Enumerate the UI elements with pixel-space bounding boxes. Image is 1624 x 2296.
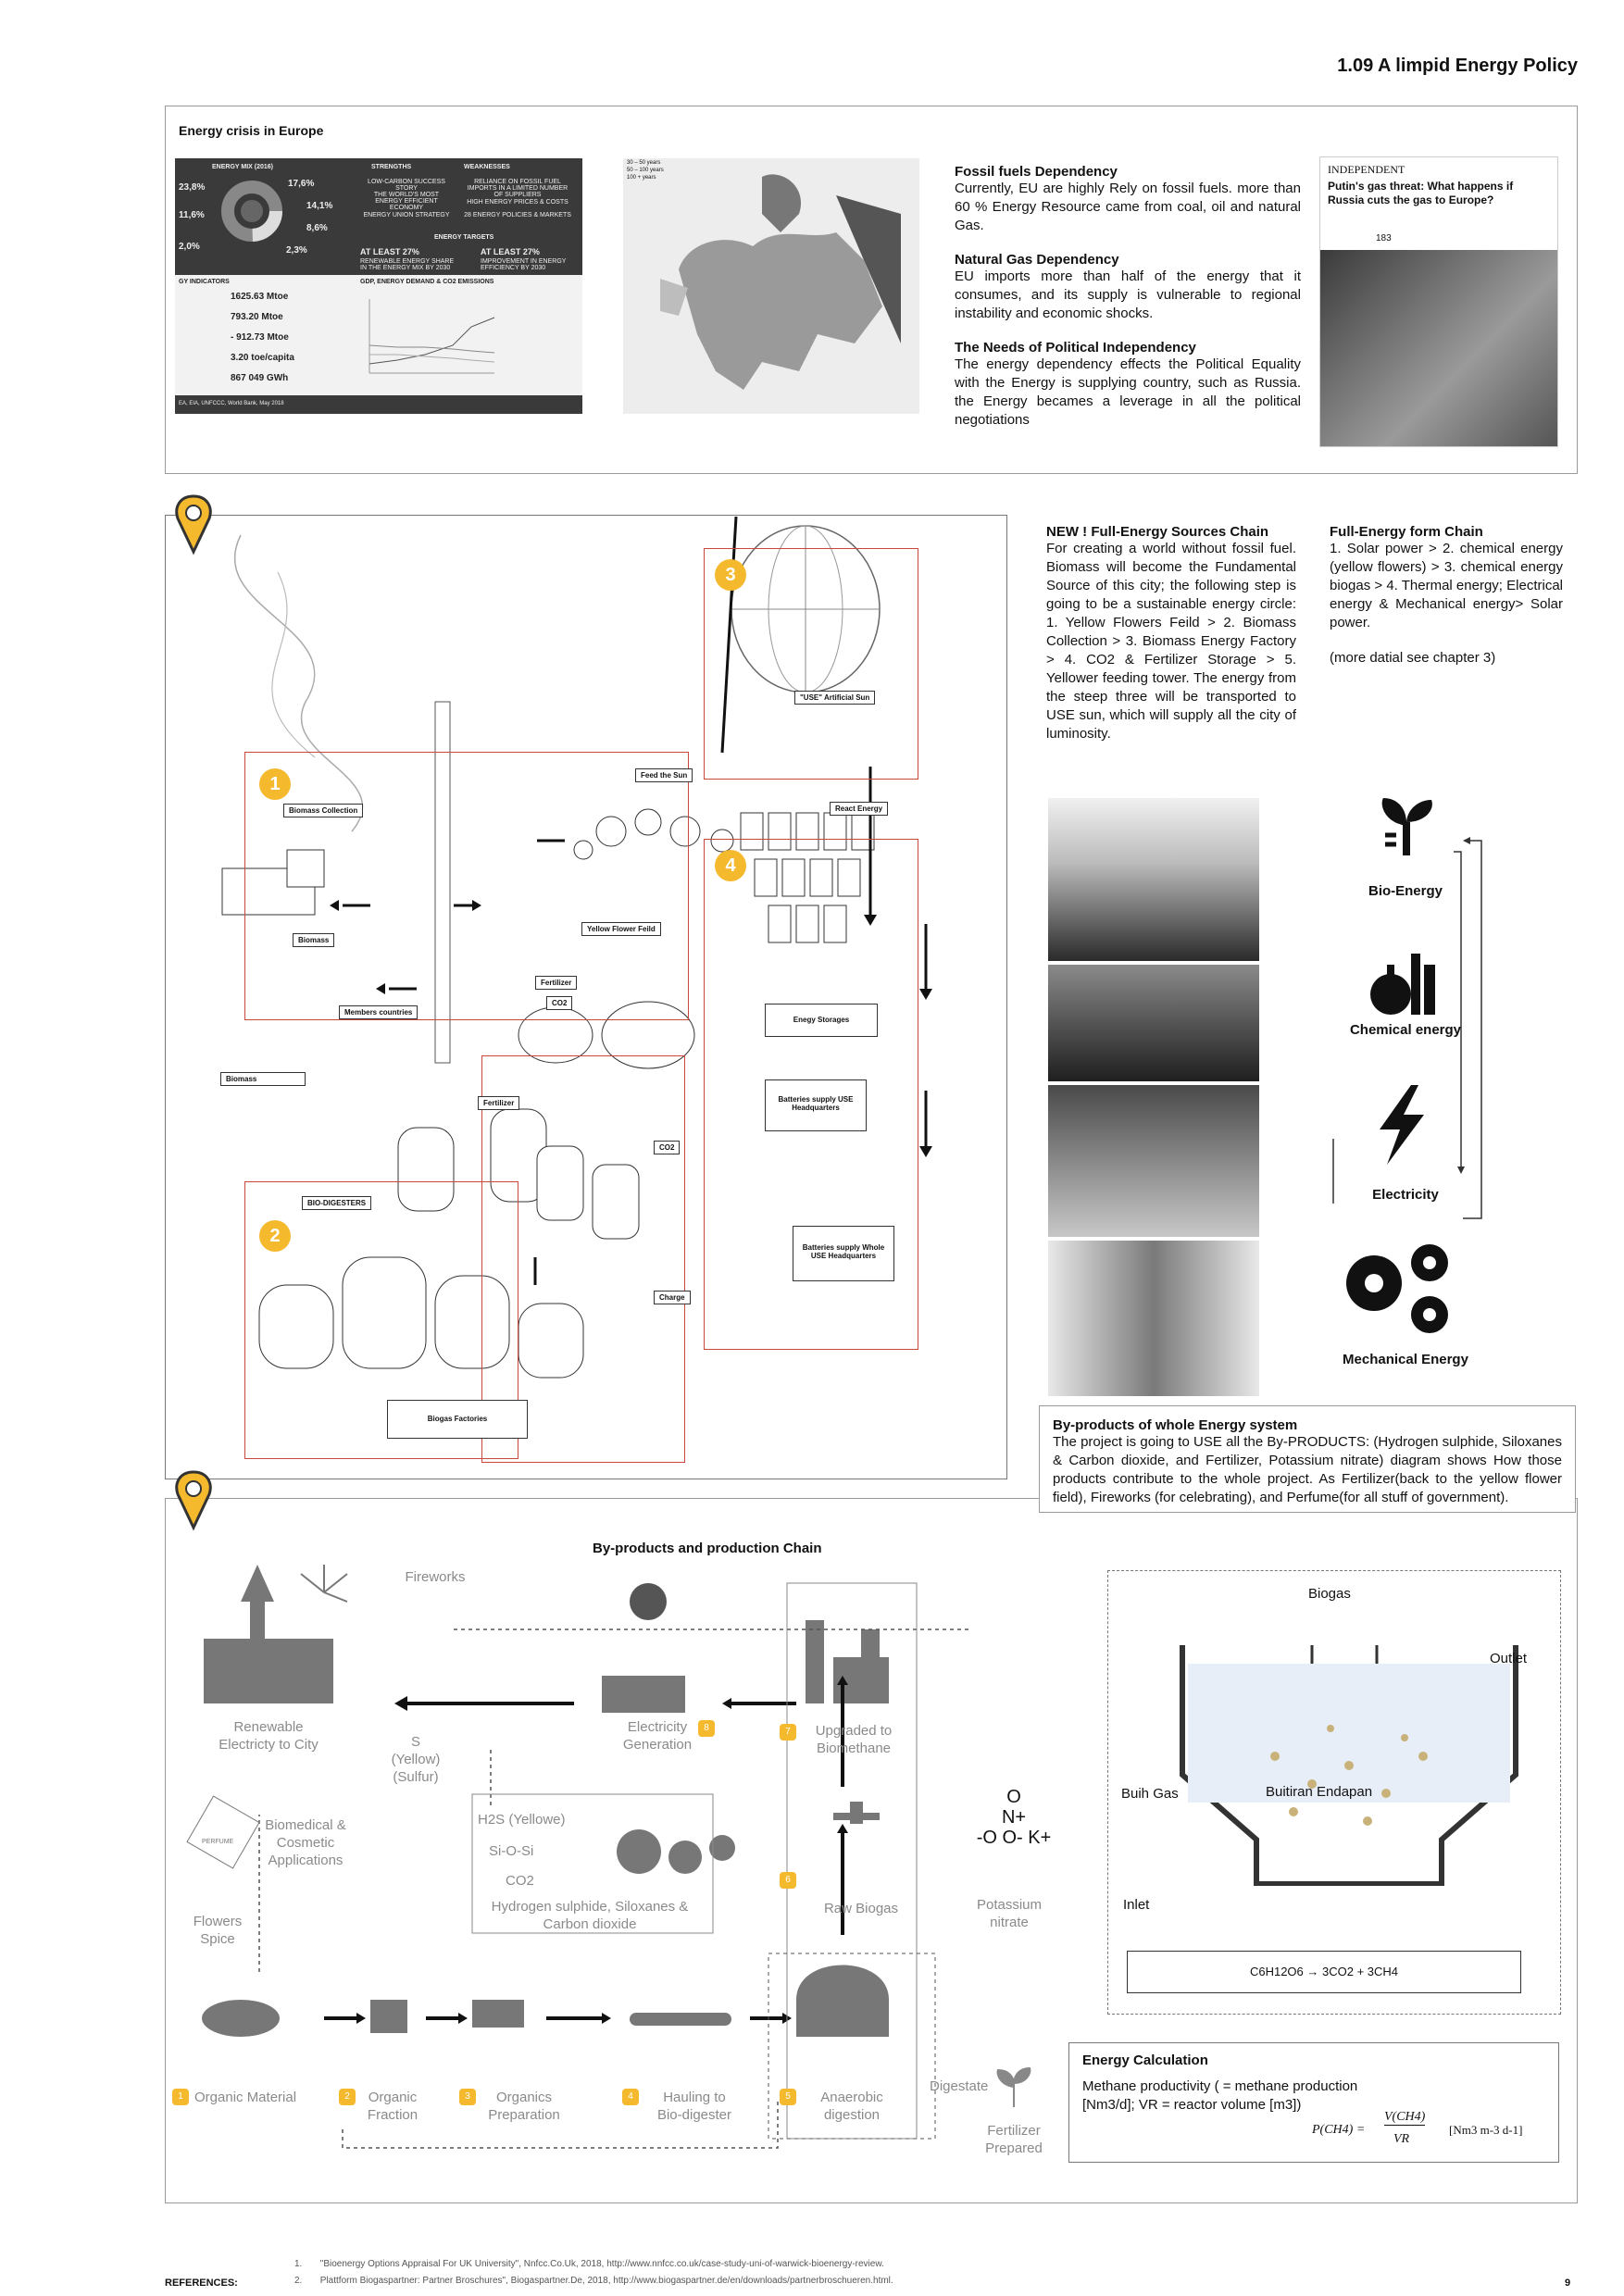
flowers-spice-label: Flowers Spice [193, 1914, 243, 1947]
chemical-energy-label: Chemical energy [1349, 1022, 1462, 1038]
targets-header: ENERGY TARGETS [434, 234, 494, 241]
formula-left: P(CH4) = [1312, 2123, 1366, 2137]
mix-right-3: 8,6% [306, 223, 328, 233]
map-legend-3: 100 + years [627, 175, 656, 181]
calc-title: Energy Calculation [1082, 2053, 1208, 2068]
chain-badge-2: 2 [259, 1220, 291, 1252]
energy-cycle-arrows [1315, 833, 1509, 1315]
step-badge-1: 1 [172, 2089, 189, 2105]
byproducts-text: The project is going to USE all the By-PRODUCTS: (Hydrogen sulphide, Siloxanes & Carbon dioxide, and Fertilizer, Potassium nitrate) diagram shows How those products contribute to the whole project. As Fertilizer(back to the yellow flower field), Fireworks (for celebrating), and Perfume(for all stuff of government). [1053, 1434, 1562, 1505]
strength-2: THE WORLD'S MOST ENERGY EFFICIENT ECONOMY [373, 192, 440, 211]
form-chain-more: (more datial see chapter 3) [1330, 650, 1496, 666]
new-chain-body: For creating a world without fossil fuel. Biomass will become the Fundamental Source of this city; the following step is going to be a sustainable energy circle: 1. Yellow Flowers Feild > 2. Biomass Collection > 3. Biomass Energy Factory > 4. CO2 & Fertilizer Storage > 5. Yellower feeding tower. The energy from the steep three will be transported to USE sun, which will supply all the city of luminosity. [1046, 541, 1296, 742]
fireworks-label: Fireworks [405, 1569, 466, 1585]
step-badge-4: 4 [622, 2089, 639, 2105]
weaknesses-header: WEAKNESSES [464, 164, 510, 170]
energy-infographic [175, 158, 582, 414]
label-bio-digesters: BIO-DIGESTERS [302, 1196, 371, 1210]
calc-text: Methane productivity ( = methane production [Nm3/d]; VR = reactor volume [m3]) [1082, 2078, 1358, 2113]
political-title: The Needs of Political Independency [955, 340, 1196, 356]
news-photo [1320, 250, 1557, 446]
weakness-2: HIGH ENERGY PRICES & COSTS [467, 199, 568, 206]
label-react-energy: React Energy [830, 802, 888, 816]
digester-inlet-label: Inlet [1123, 1897, 1150, 1913]
fertilizer-prepared-label: Fertilizer Prepared [985, 2123, 1043, 2156]
fossil-text: Currently, EU are highly Rely on fossil fuels. more than 60 % Energy Resource came from coal, oil and natural Gas. [955, 181, 1301, 233]
step-label-4: Hauling to Bio-digester [656, 2090, 732, 2123]
hsc-label: Hydrogen sulphide, Siloxanes & Carbon dioxide [491, 1899, 689, 1932]
indicators-area [175, 275, 582, 395]
news-card [1319, 156, 1558, 447]
byproducts-title: By-products of whole Energy system [1053, 1417, 1298, 1433]
news-brand: INDEPENDENT [1328, 163, 1405, 176]
step-badge-2: 2 [339, 2089, 356, 2105]
target-right-sub: IMPROVEMENT IN ENERGY EFFICIENCY BY 2030 [481, 258, 567, 271]
target-right: AT LEAST 27% [481, 247, 540, 256]
mechanical-energy-label: Mechanical Energy [1343, 1352, 1468, 1367]
mix-donut [219, 179, 284, 243]
digester-biogas-label: Biogas [1308, 1586, 1351, 1602]
crisis-title: Energy crisis in Europe [179, 123, 324, 138]
reference-1: 1. "Bioenergy Options Appraisal For UK University", Nnfcc.Co.Uk, 2018, http://www.nnfcc.co.uk/case-study-uni-of-warwick-bioenergy-review. [294, 2259, 884, 2269]
upgraded-badge: 7 [780, 1724, 796, 1741]
form-chain-text [1330, 524, 1563, 668]
form-chain-body: 1. Solar power > 2. chemical energy (yellow flowers) > 3. chemical energy biogas > 4. Thermal energy; Electrical energy & Mechanical energy> Solar power. [1330, 541, 1563, 630]
step-label-1: Organic Material [194, 2090, 297, 2105]
indicators-header: GY INDICATORS [179, 279, 230, 285]
formula-numerator: V(CH4) [1384, 2110, 1426, 2124]
weakness-3: 28 ENERGY POLICIES & MARKETS [464, 212, 571, 218]
indicator-3: - 912.73 Mtoe [231, 332, 289, 343]
zone-1-box [244, 752, 689, 1020]
formula-denominator: VR [1393, 2132, 1410, 2146]
reference-2: 2. Plattform Biogaspartner: Partner Broschures", Biogaspartner.De, 2018, http://www.biogaspartner.de/en/downloads/partnerbroschueren.html. [294, 2276, 893, 2286]
step-badge-5: 5 [780, 2089, 796, 2105]
perfume-text: PERFUME [202, 1839, 234, 1845]
chain-title: By-products and production Chain [593, 1541, 822, 1556]
strength-1: LOW-CARBON SUCCESS STORY [368, 179, 445, 192]
label-charge: Charge [654, 1291, 691, 1304]
battery-storage-photo [1048, 1241, 1259, 1396]
byproducts-chain-illustration [185, 1565, 972, 2176]
mix-right-2: 14,1% [306, 201, 333, 211]
label-biogas-factories: Biogas Factories [387, 1400, 528, 1439]
label-co2-top: CO2 [546, 996, 572, 1010]
label-co2-mid: CO2 [654, 1141, 680, 1154]
gas-text: EU imports more than half of the energy that it consumes, and its supply is vulnerable to regional instability and economic shocks. [955, 268, 1301, 321]
strengths-header: STRENGTHS [371, 164, 412, 170]
map-shapes [623, 158, 919, 414]
sios-label: Si-O-Si [489, 1843, 534, 1859]
label-artificial-sun: "USE" Artificial Sun [794, 691, 875, 705]
infographic-source: EA, EIA, UNFCCC, World Bank, May 2018 [179, 401, 284, 406]
target-left-sub: RENEWABLE ENERGY SHARE IN THE ENERGY MIX BY 2030 [360, 258, 455, 271]
mix-left-3: 2,0% [179, 242, 200, 252]
mix-left-1: 23,8% [179, 182, 206, 193]
formula-unit: [Nm3 m-3 d-1] [1449, 2123, 1523, 2137]
map-legend-2: 50 – 100 years [627, 168, 664, 173]
chain-badge-4: 4 [715, 850, 746, 881]
label-members: Members countries [339, 1005, 418, 1019]
raw-biogas-label: Raw Biogas [823, 1901, 899, 1916]
sunflower-photo [1048, 798, 1259, 961]
label-yellow-field: Yellow Flower Feild [581, 922, 661, 936]
europe-map [623, 158, 919, 414]
renewable-label: Renewable Electricty to City [219, 1719, 319, 1753]
electricity-label: Electricity [1372, 1187, 1439, 1203]
label-fertilizer-top: Fertilizer [535, 976, 577, 990]
political-text: The energy dependency effects the Political Equality with the Energy is supplying country, such as Russia. the Energy becames a leverage in all the political negotiations [955, 356, 1301, 428]
digester-equation: C6H12O6 → 3CO2 + 3CH4 [1127, 1951, 1521, 1993]
indicator-4: 3.20 toe/capita [231, 353, 294, 363]
new-chain-text [1046, 524, 1296, 743]
label-fertilizer-mid: Fertilizer [478, 1096, 519, 1110]
indicator-5: 867 049 GWh [231, 373, 289, 383]
label-batteries-whole: Batteries supply Whole USE Headquarters [793, 1226, 894, 1281]
gas-title: Natural Gas Dependency [955, 252, 1119, 268]
digester-diagram [1107, 1570, 1561, 2015]
indicator-2: 793.20 Mtoe [231, 312, 283, 322]
page-title: 1.09 A limpid Energy Policy [1337, 56, 1578, 76]
gdp-chart [360, 290, 499, 382]
step-label-5: Anaerobic digestion [820, 2090, 883, 2123]
label-batteries-hq: Batteries supply USE Headquarters [765, 1079, 867, 1131]
indicator-1: 1625.63 Mtoe [231, 292, 289, 302]
sulfur-label: S (Yellow) (Sulfur) [391, 1734, 441, 1785]
step-label-3: Organics Preparation [488, 2090, 560, 2123]
potassium-label: Potassium nitrate [976, 1897, 1043, 1930]
fossil-title: Fossil fuels Dependency [955, 164, 1118, 180]
upgraded-label: Upgraded to Biomethane [815, 1723, 893, 1756]
target-left: AT LEAST 27% [360, 247, 419, 256]
chain-badge-3: 3 [715, 559, 746, 591]
label-storages: Enegy Storages [765, 1004, 878, 1037]
digester-outlet-label: Outlet [1490, 1651, 1528, 1666]
label-biomass-collection: Biomass Collection [283, 804, 363, 817]
weakness-1: RELIANCE ON FOSSIL FUEL IMPORTS IN A LIMITED NUMBER OF SUPPLIERS [467, 179, 568, 198]
form-chain-title: Full-Energy form Chain [1330, 524, 1483, 540]
chain-badge-1: 1 [259, 768, 291, 800]
references-label: REFERENCES: [165, 2277, 238, 2289]
energy-crisis-panel [165, 106, 1578, 474]
bio-energy-label: Bio-Energy [1368, 883, 1443, 899]
news-headline: Putin's gas threat: What happens if Russia cuts the gas to Europe? [1328, 180, 1514, 206]
news-count: 183 [1376, 233, 1392, 243]
mix-right-1: 17,6% [288, 179, 315, 189]
biomedical-label: Biomedical & Cosmetic Applications [265, 1817, 346, 1868]
gdp-header: GDP, ENERGY DEMAND & CO2 EMISSIONS [360, 279, 494, 285]
byproducts-intro [1039, 1405, 1576, 1513]
label-biomass: Biomass [293, 933, 334, 947]
h2s-label: H2S (Yellowe) [478, 1812, 566, 1828]
raw-biogas-badge: 6 [780, 1872, 796, 1889]
mix-right-4: 2,3% [286, 245, 307, 256]
step-label-2: Organic Fraction [367, 2090, 418, 2123]
step-badge-3: 3 [459, 2089, 476, 2105]
digester-tank [1164, 1645, 1534, 1886]
electricity-gen-label: Electricity Generation [622, 1719, 693, 1753]
crisis-text [955, 164, 1301, 430]
biogas-plant-photo [1048, 965, 1259, 1081]
mix-left-2: 11,6% [179, 210, 205, 220]
digester-buih-label: Buih Gas [1121, 1786, 1179, 1802]
page-number: 9 [1565, 2277, 1571, 2289]
digestate-label: Digestate [930, 2078, 989, 2094]
label-biomass-side: Biomass [220, 1072, 306, 1086]
mix-header: ENERGY MIX (2016) [212, 164, 274, 170]
location-pin-icon-2 [172, 1468, 215, 1533]
new-chain-title: NEW ! Full-Energy Sources Chain [1046, 524, 1269, 540]
co2-label: CO2 [506, 1873, 534, 1889]
digester-butiran-label: Buitiran Endapan [1266, 1784, 1373, 1800]
strength-3: ENERGY UNION STRATEGY [363, 212, 450, 218]
map-legend-1: 30 – 50 years [627, 160, 661, 166]
greenhouse-photo [1048, 1085, 1259, 1237]
energy-calculation [1068, 2042, 1559, 2163]
label-feed-sun: Feed the Sun [635, 768, 693, 782]
electricity-gen-badge: 8 [698, 1720, 715, 1737]
potassium-formula: O N+ -O O- K+ [976, 1787, 1052, 1848]
fertilizer-sprout-icon [991, 2065, 1037, 2111]
